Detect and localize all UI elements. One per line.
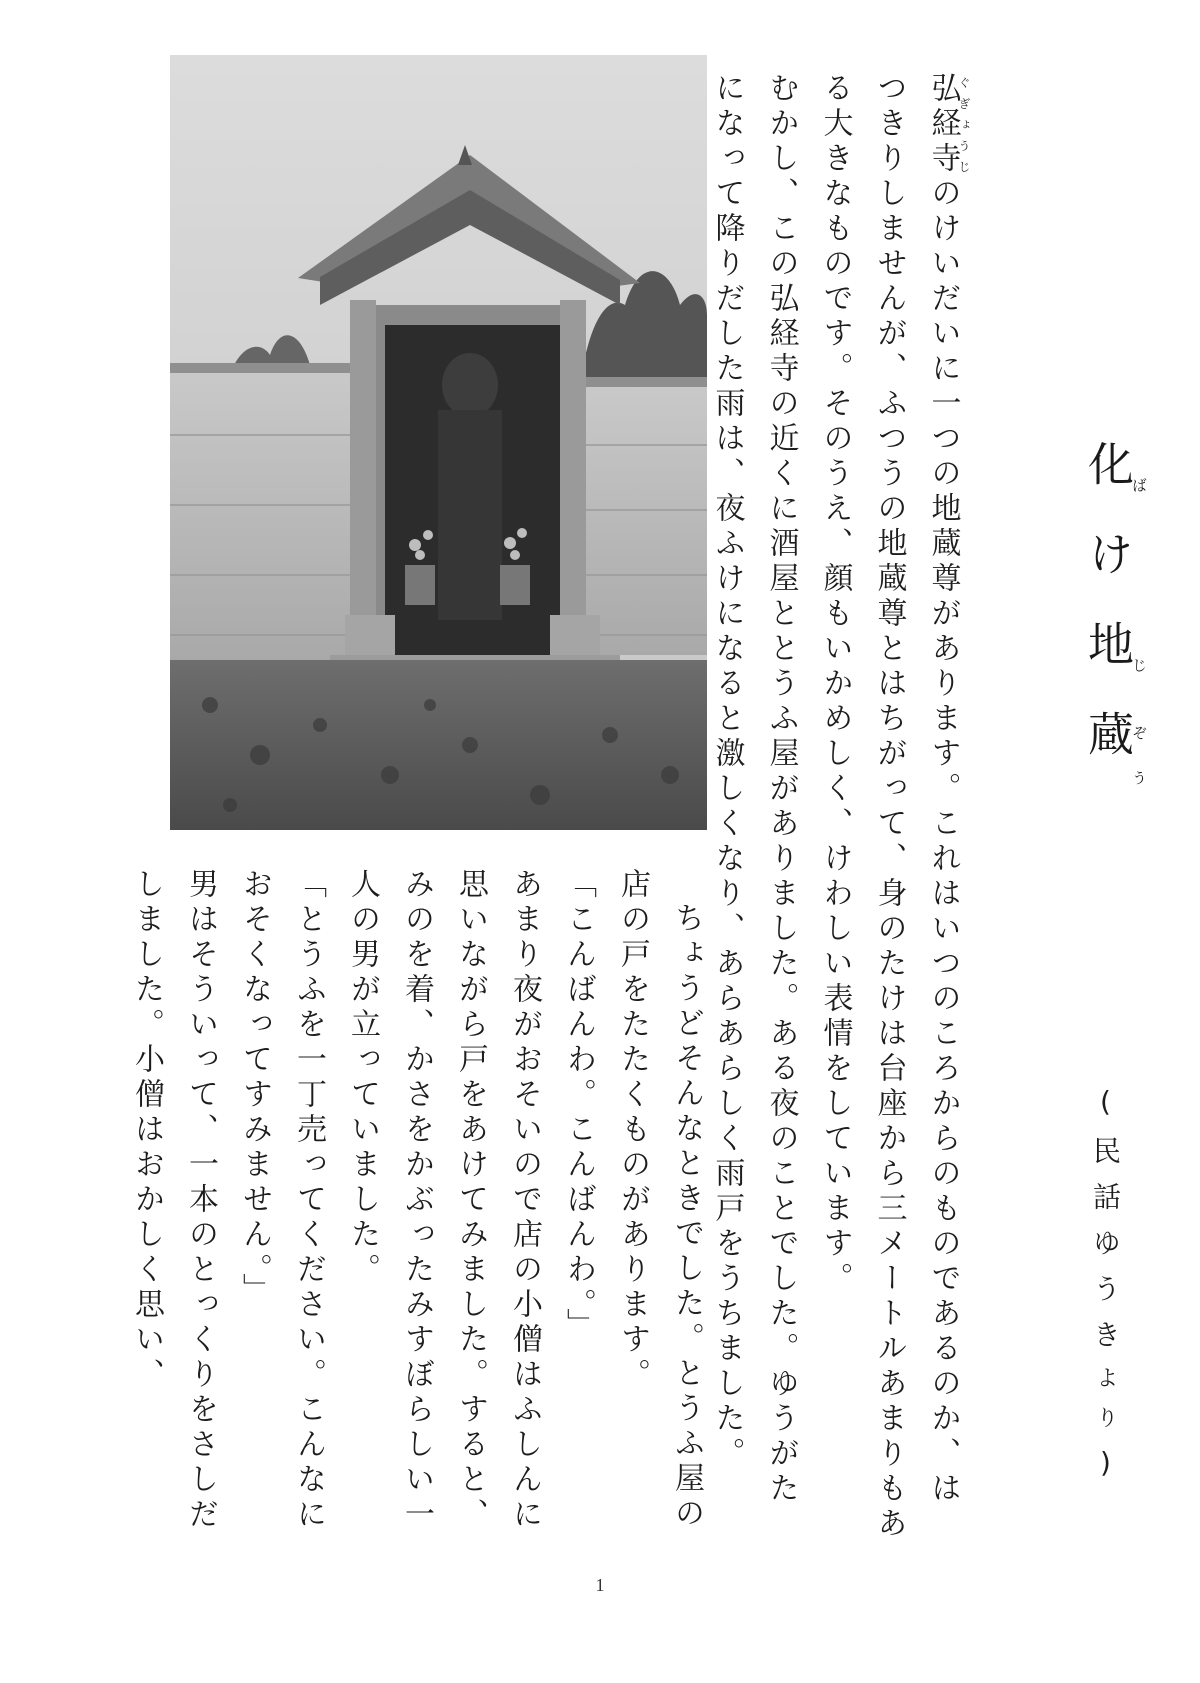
title-char: 化ば <box>1081 440 1148 530</box>
source-open-paren: ( <box>1089 1085 1122 1136</box>
source-suffix: より <box>1093 1366 1118 1446</box>
body-text-lower <box>119 868 713 1588</box>
title-char: 地じ <box>1081 620 1148 710</box>
shrine-photo-drawing <box>170 55 707 830</box>
body-column: 店の戸をたたくものがあります。 <box>615 868 650 1393</box>
source-name: ゆうき <box>1089 1228 1122 1366</box>
body-column: ちょうどそんなときでした。とうふ屋の <box>669 902 704 1532</box>
body-column: る大きなものです。そのうえ、顔もいかめしく、けわしい表情をしています。 <box>817 72 853 1297</box>
body-column: 弘経寺ぐぎょうじのけいだいに一つの地蔵尊があります。これはいつのころからのものであるのか、は <box>925 72 971 1507</box>
story-source <box>1085 1085 1125 1497</box>
story-title <box>1075 440 1147 800</box>
title-char: け <box>1081 530 1135 620</box>
source-label: 民話 <box>1089 1136 1122 1228</box>
body-column: おそくなってすみません。」 <box>237 868 272 1308</box>
body-column: あまり夜がおそいので店の小僧はふしんに <box>507 868 542 1533</box>
jizo-shrine-photo <box>170 55 707 830</box>
body-column: 人の男が立っていました。 <box>345 868 380 1288</box>
body-text-upper <box>700 72 971 1542</box>
body-column: つきりしませんが、ふつうの地蔵尊とはちがって、身のたけは台座から三メートルあまりもあ <box>871 72 907 1542</box>
body-column: 男はそういって、一本のとっくりをさしだ <box>183 868 218 1533</box>
body-column: になって降りだした雨は、夜ふけになると激しくなり、あらあらしく雨戸をうちました。 <box>709 72 745 1472</box>
body-column: 「とうふを一丁売ってください。こんなに <box>291 868 326 1533</box>
body-column: 「こんばんわ。こんばんわ。」 <box>561 868 596 1343</box>
source-close-paren: ) <box>1089 1446 1122 1497</box>
body-column: むかし、この弘経寺の近くに酒屋ととうふ屋がありました。ある夜のことでした。ゆうがた <box>763 72 799 1507</box>
title-char: 蔵ぞう <box>1081 710 1148 800</box>
body-column: 思いながら戸をあけてみました。すると、 <box>453 868 488 1533</box>
body-column: みのを着、かさをかぶったみすぼらしい一 <box>399 868 434 1533</box>
page-number: 1 <box>595 1575 605 1595</box>
body-column: しました。小僧はおかしく思い、 <box>129 868 164 1393</box>
